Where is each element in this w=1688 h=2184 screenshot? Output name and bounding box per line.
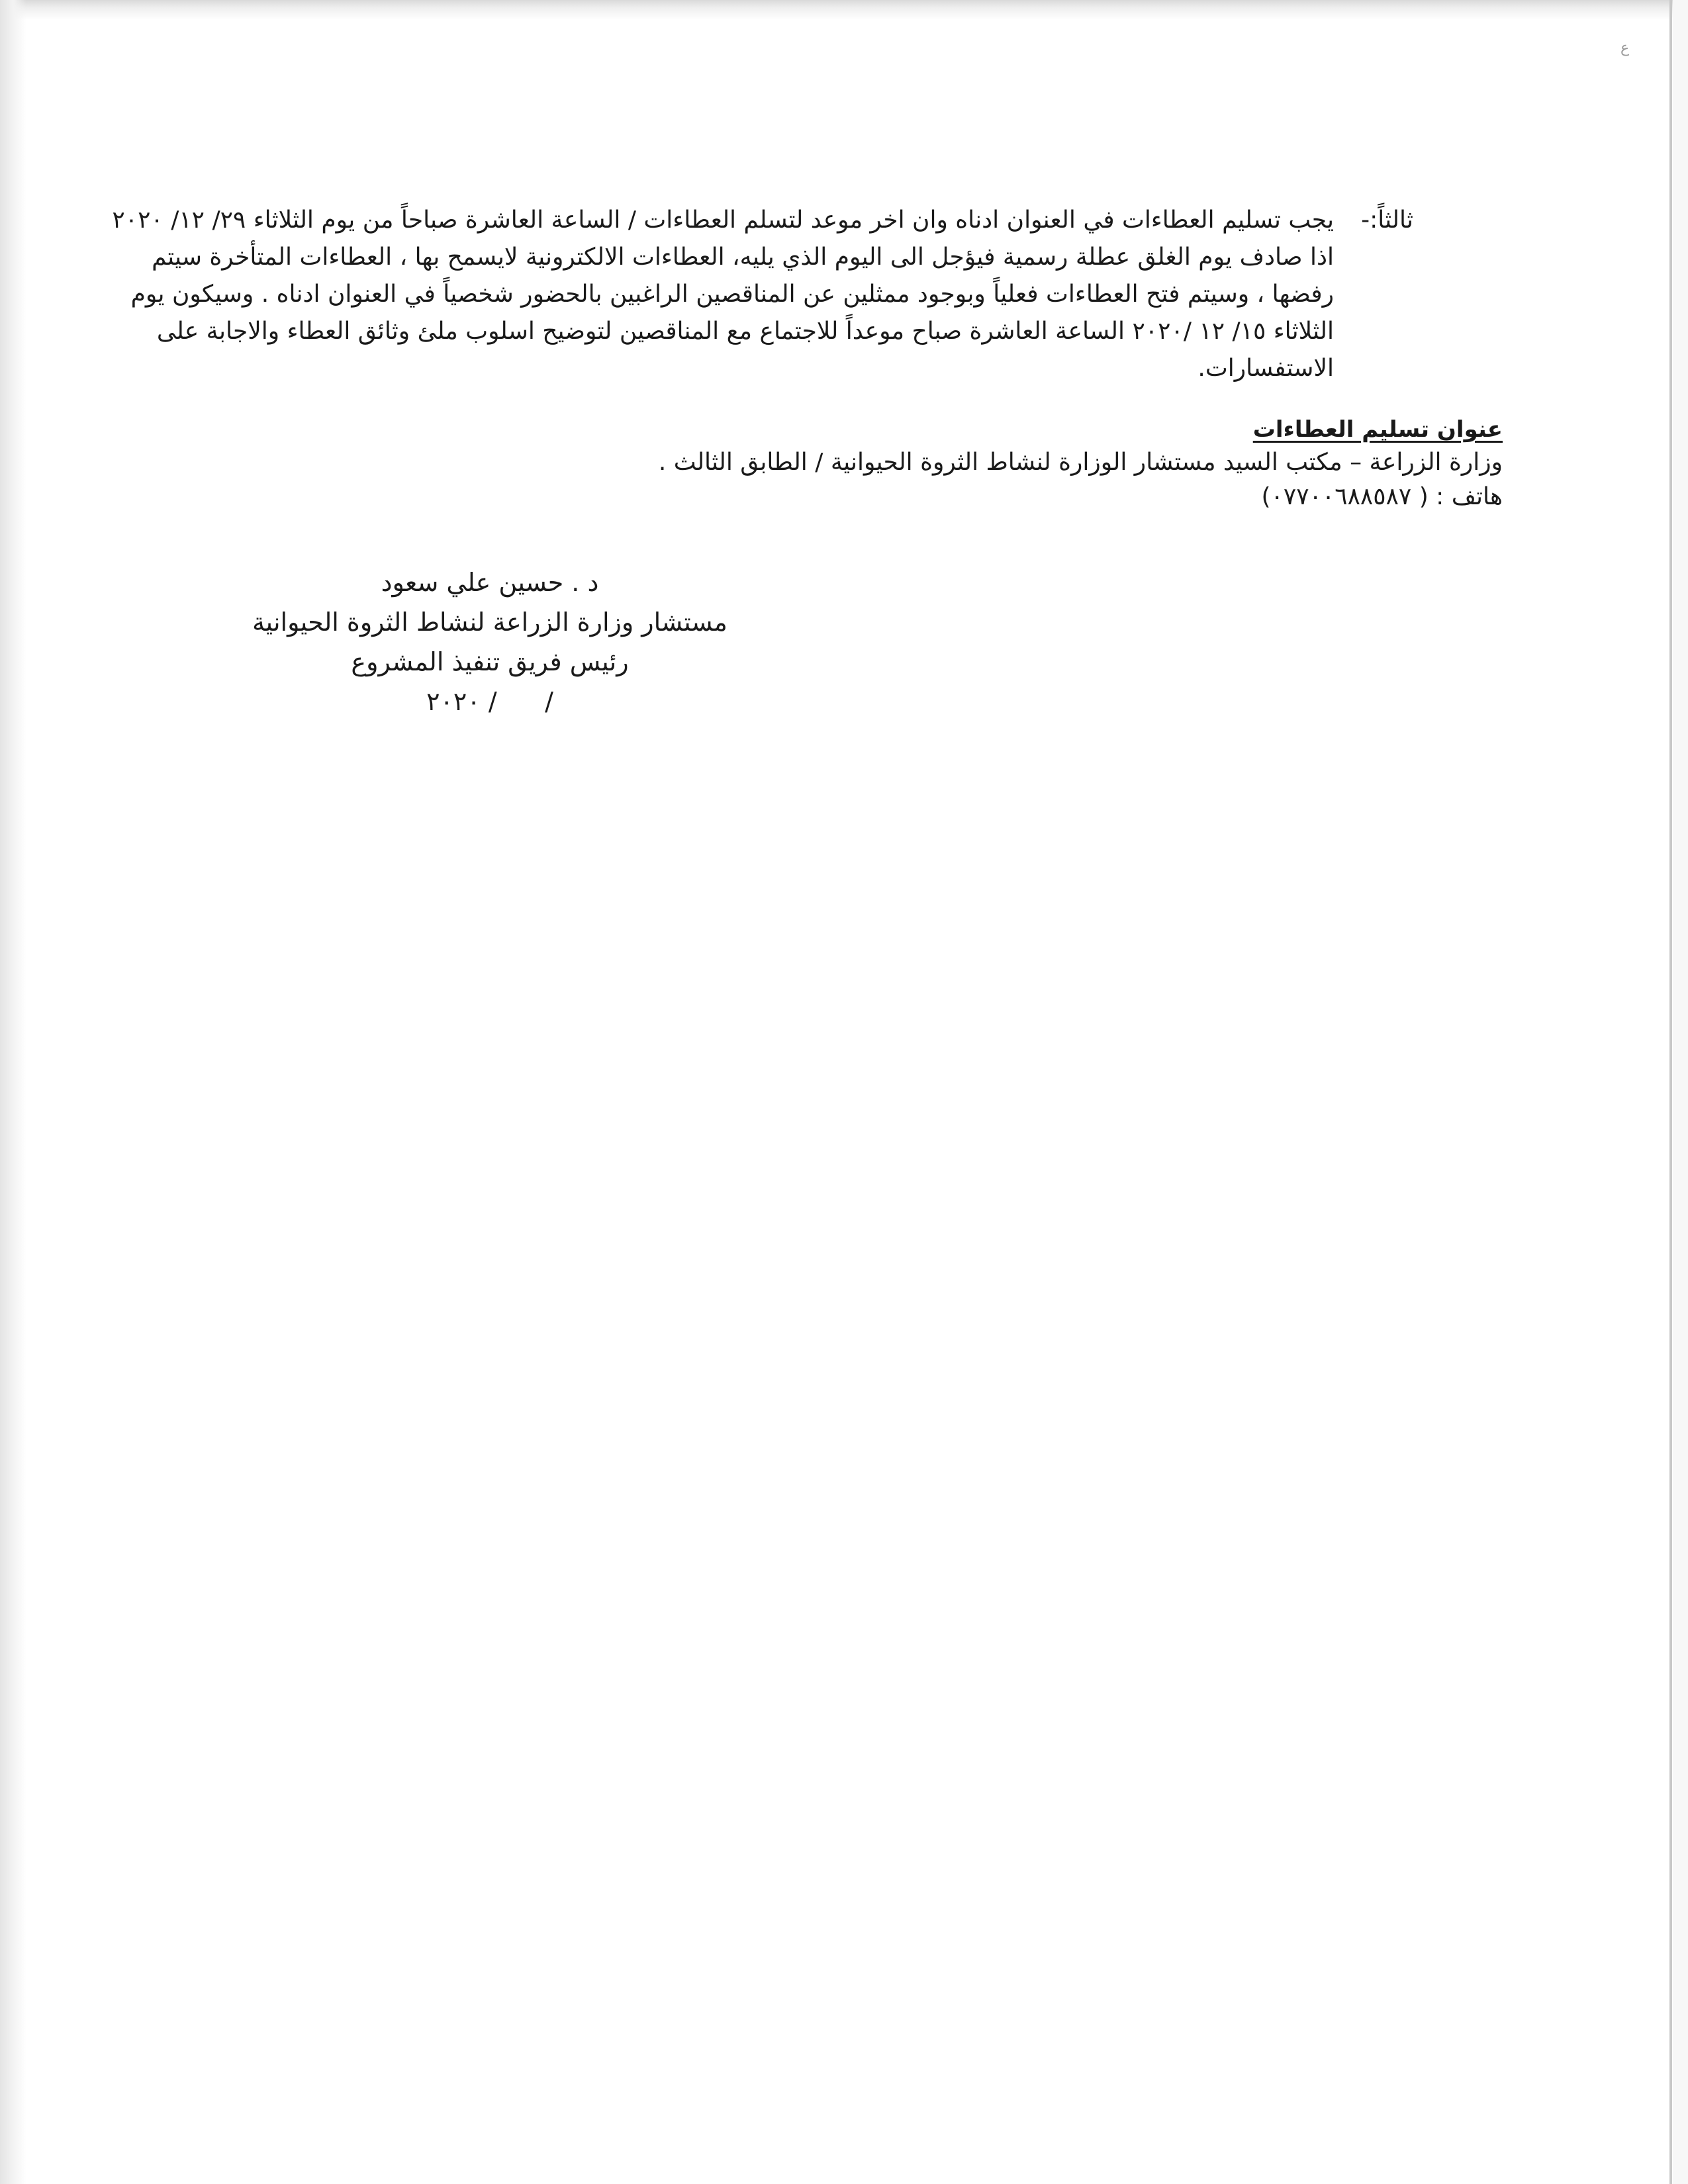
address-phone: هاتف : ( ٠٧٧٠٠٦٨٨٥٨٧)	[1261, 483, 1503, 510]
signature-block	[218, 563, 761, 721]
scan-edge-top	[0, 0, 1688, 20]
address-heading: عنوان تسليم العطاءات	[1252, 416, 1503, 443]
delivery-address	[463, 414, 1503, 514]
scan-edge-left	[0, 0, 26, 2184]
signatory-name: د . حسين علي سعود	[381, 568, 599, 597]
signatory-title: مستشار وزارة الزراعة لنشاط الثروة الحيوانية	[252, 608, 727, 637]
scan-edge-right	[1673, 0, 1688, 2184]
clause-line: الاستفسارات.	[1197, 355, 1334, 382]
clause-line: يجب تسليم العطاءات في العنوان ادناه وان اخر موعد لتسلم العطاءات / الساعة العاشرة صباحاً من يوم الثلاثاء ٢٩/ ١٢/ ٢٠٢٠	[112, 206, 1334, 234]
clause-line: رفضها ، وسيتم فتح العطاءات فعلياً وبوجود ممثلين عن المناقصين الراغبين بالحضور شخصياً في العنوان ادناه . وسيكون يوم	[130, 281, 1334, 308]
signatory-role: رئيس فريق تنفيذ المشروع	[351, 647, 629, 676]
clause-label: ثالثاً:-	[1361, 206, 1413, 234]
scan-edge-right-line	[1669, 0, 1672, 2184]
signature-date: ٢٠٢٠ / /	[426, 687, 553, 716]
scan-corner-mark: ع	[1620, 40, 1630, 56]
clause-line: اذا صادف يوم الغلق عطلة رسمية فيؤجل الى اليوم الذي يليه، العطاءات الالكترونية لايسمح بها ، العطاءات المتأخرة سيتم	[152, 244, 1334, 271]
clause-line: الثلاثاء ١٥/ ١٢ /٢٠٢٠ الساعة العاشرة صباح موعداً للاجتماع مع المناقصين لتوضيح اسلوب ملئ وثائق العطاء والاجابة على	[156, 318, 1334, 345]
clause-body	[112, 202, 1334, 387]
address-location: وزارة الزراعة – مكتب السيد مستشار الوزارة لنشاط الثروة الحيوانية / الطابق الثالث .	[658, 449, 1503, 476]
